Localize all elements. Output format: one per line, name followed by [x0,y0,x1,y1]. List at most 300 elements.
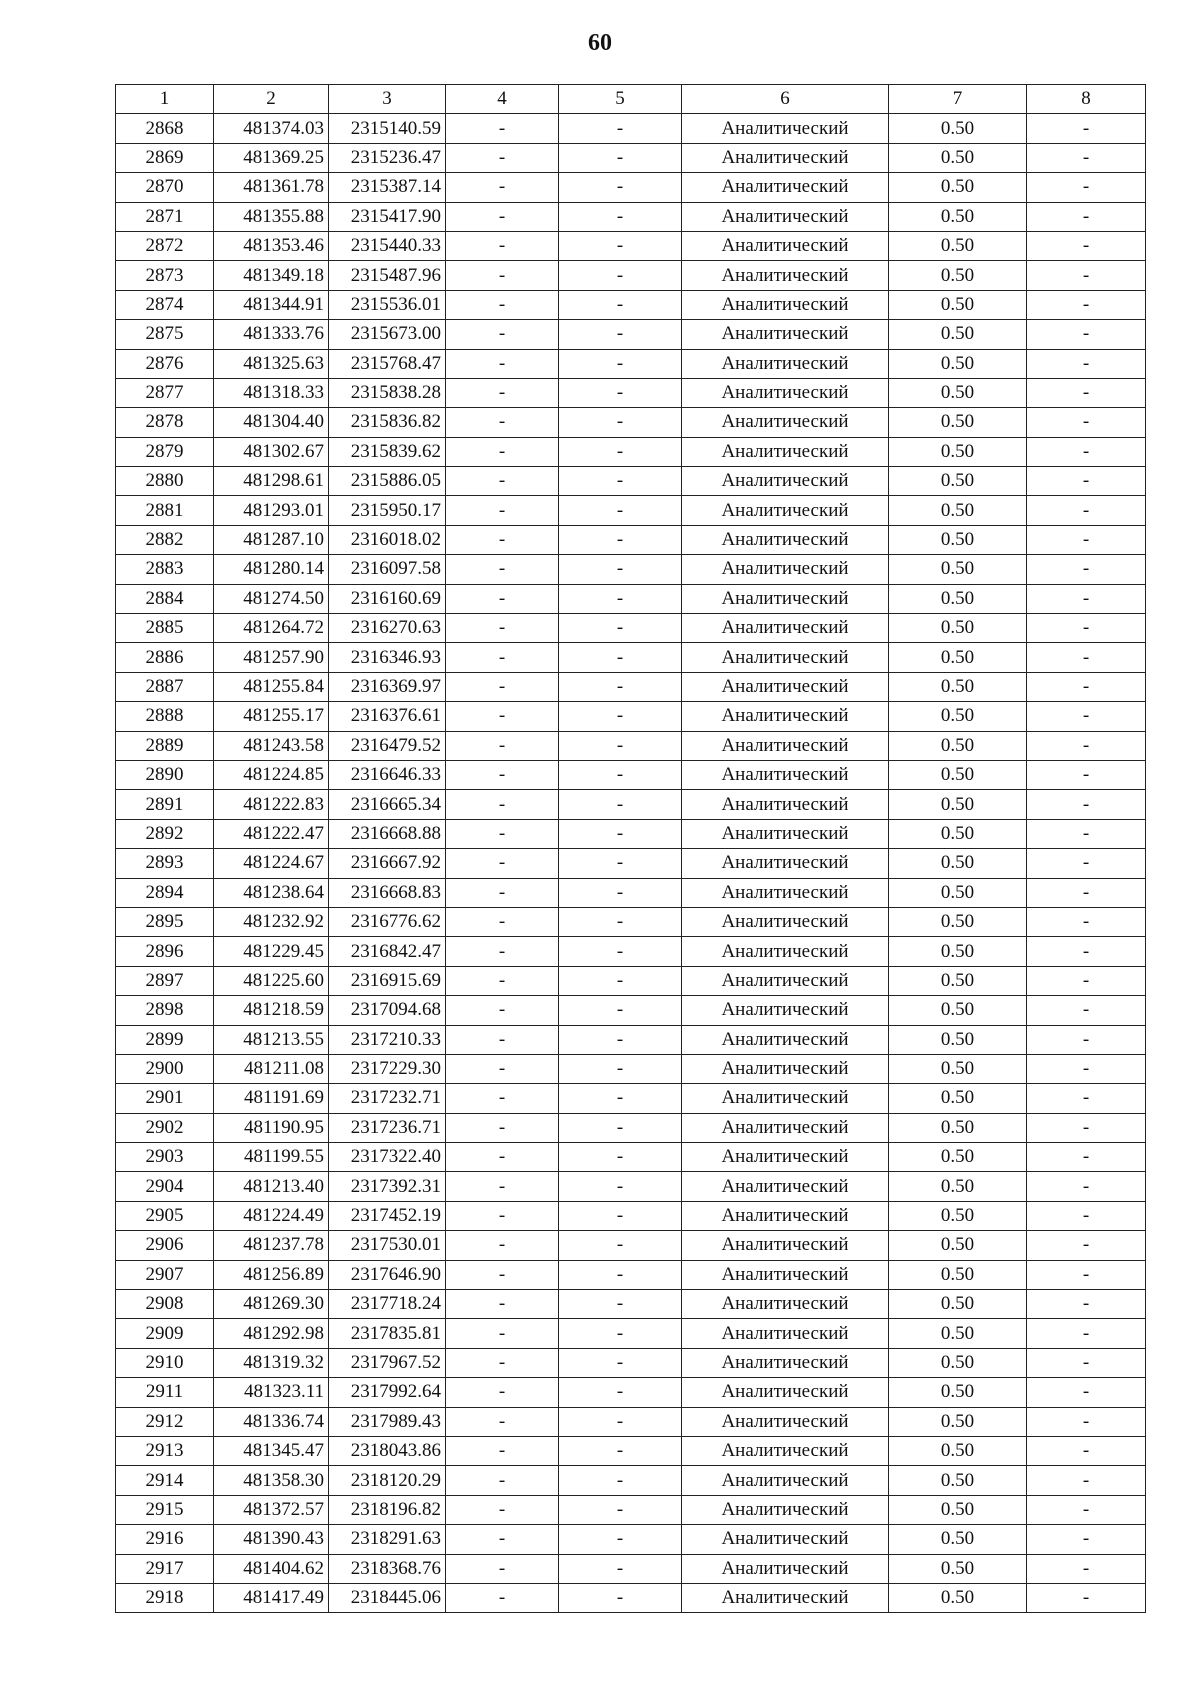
table-cell: 0.50 [889,1583,1027,1612]
table-cell: - [559,1466,682,1495]
table-cell: 2316915.69 [329,966,446,995]
table-cell: 481336.74 [214,1407,329,1436]
table-cell: - [559,1054,682,1083]
table-cell: 0.50 [889,996,1027,1025]
table-cell: 2899 [116,1025,214,1054]
table-cell: - [559,261,682,290]
table-cell: - [559,467,682,496]
table-row [116,114,1146,143]
table-cell: Аналитический [682,1054,889,1083]
table-cell: 0.50 [889,1143,1027,1172]
table-cell: - [1027,1466,1146,1495]
table-cell: 0.50 [889,114,1027,143]
table-cell: - [1027,1025,1146,1054]
column-header: 8 [1027,85,1146,114]
table-cell: 2317210.33 [329,1025,446,1054]
table-cell: 481191.69 [214,1084,329,1113]
header-row [116,85,1146,114]
table-cell: Аналитический [682,819,889,848]
table-cell: Аналитический [682,437,889,466]
table-cell: 2895 [116,907,214,936]
table-row [116,1348,1146,1377]
table-cell: 481325.63 [214,349,329,378]
table-cell: - [559,1495,682,1524]
table-cell: - [1027,496,1146,525]
table-cell: 481390.43 [214,1525,329,1554]
table-cell: 2890 [116,760,214,789]
table-cell: Аналитический [682,496,889,525]
table-cell: 2317452.19 [329,1201,446,1230]
table-cell: - [1027,467,1146,496]
table-cell: 481304.40 [214,408,329,437]
table-cell: 481243.58 [214,731,329,760]
table-cell: - [559,202,682,231]
table-cell: 2317392.31 [329,1172,446,1201]
table-cell: 0.50 [889,1348,1027,1377]
table-cell: 2904 [116,1172,214,1201]
table-cell: Аналитический [682,760,889,789]
table-cell: 0.50 [889,1495,1027,1524]
table-cell: 0.50 [889,1525,1027,1554]
table-header [116,85,1146,114]
table-cell: - [446,1525,559,1554]
table-cell: - [1027,1054,1146,1083]
table-cell: 2894 [116,878,214,907]
table-cell: 2318196.82 [329,1495,446,1524]
table-cell: Аналитический [682,614,889,643]
table-cell: Аналитический [682,996,889,1025]
table-cell: - [446,1378,559,1407]
table-cell: - [446,231,559,260]
table-cell: Аналитический [682,231,889,260]
table-cell: - [446,290,559,319]
table-cell: - [559,790,682,819]
table-cell: Аналитический [682,202,889,231]
table-cell: - [559,525,682,554]
table-cell: - [446,349,559,378]
table-cell: - [559,1583,682,1612]
table-cell: - [446,1143,559,1172]
table-cell: 2886 [116,643,214,672]
column-header: 4 [446,85,559,114]
table-cell: - [559,643,682,672]
table-cell: - [559,672,682,701]
table-cell: Аналитический [682,1231,889,1260]
table-cell: - [446,1583,559,1612]
table-cell: 2316667.92 [329,849,446,878]
table-cell: 2315838.28 [329,378,446,407]
table-cell: - [446,1054,559,1083]
table-cell: 0.50 [889,1260,1027,1289]
table-cell: 0.50 [889,202,1027,231]
table-cell: 0.50 [889,408,1027,437]
table-row [116,643,1146,672]
table-row [116,672,1146,701]
table-cell: - [446,1348,559,1377]
table-cell: 481369.25 [214,143,329,172]
table-row [116,702,1146,731]
table-cell: 2901 [116,1084,214,1113]
table-cell: 2900 [116,1054,214,1083]
table-cell: 0.50 [889,819,1027,848]
table-cell: 0.50 [889,261,1027,290]
table-cell: 2907 [116,1260,214,1289]
table-cell: - [446,819,559,848]
table-cell: 2871 [116,202,214,231]
table-cell: 2315836.82 [329,408,446,437]
table-cell: 2315487.96 [329,261,446,290]
table-cell: 2316776.62 [329,907,446,936]
table-cell: - [1027,790,1146,819]
table-cell: 2872 [116,231,214,260]
table-cell: - [1027,1290,1146,1319]
table-body [116,114,1146,1613]
table-cell: Аналитический [682,643,889,672]
table-cell: - [446,1113,559,1142]
table-cell: 2909 [116,1319,214,1348]
table-cell: - [559,996,682,1025]
table-cell: Аналитический [682,290,889,319]
table-cell: Аналитический [682,1201,889,1230]
table-cell: 0.50 [889,1466,1027,1495]
table-cell: - [559,878,682,907]
table-cell: - [1027,408,1146,437]
table-cell: 2315950.17 [329,496,446,525]
table-cell: Аналитический [682,849,889,878]
table-cell: 2912 [116,1407,214,1436]
table-cell: 2889 [116,731,214,760]
table-row [116,202,1146,231]
table-cell: - [446,790,559,819]
table-cell: 2316097.58 [329,555,446,584]
table-cell: 2317094.68 [329,996,446,1025]
table-cell: - [446,1201,559,1230]
table-cell: - [559,819,682,848]
table-cell: 0.50 [889,496,1027,525]
table-cell: - [1027,202,1146,231]
table-row [116,1495,1146,1524]
table-cell: - [559,349,682,378]
table-cell: 0.50 [889,1201,1027,1230]
table-cell: - [446,173,559,202]
table-cell: 0.50 [889,1407,1027,1436]
table-cell: - [446,1172,559,1201]
table-cell: - [559,114,682,143]
table-cell: - [1027,1113,1146,1142]
table-cell: - [559,1348,682,1377]
table-cell: - [559,1290,682,1319]
table-cell: - [446,1436,559,1465]
table-cell: Аналитический [682,1407,889,1436]
table-cell: 2317236.71 [329,1113,446,1142]
table-row [116,1231,1146,1260]
table-cell: - [1027,1378,1146,1407]
table-cell: 2317835.81 [329,1319,446,1348]
table-row [116,1466,1146,1495]
table-cell: - [559,1113,682,1142]
table-cell: - [446,1495,559,1524]
table-cell: 481255.17 [214,702,329,731]
table-cell: Аналитический [682,1319,889,1348]
table-row [116,1525,1146,1554]
table-cell: 481224.67 [214,849,329,878]
table-cell: - [1027,849,1146,878]
table-cell: 2880 [116,467,214,496]
table-cell: Аналитический [682,378,889,407]
table-cell: 0.50 [889,349,1027,378]
table-row [116,1172,1146,1201]
table-cell: 481323.11 [214,1378,329,1407]
table-cell: 2316842.47 [329,937,446,966]
table-cell: 481225.60 [214,966,329,995]
table-row [116,1201,1146,1230]
table-cell: - [559,1378,682,1407]
table-cell: 2317530.01 [329,1231,446,1260]
table-row [116,849,1146,878]
table-cell: - [559,966,682,995]
table-cell: - [1027,114,1146,143]
table-cell: - [446,378,559,407]
table-row [116,1143,1146,1172]
table-cell: - [1027,1084,1146,1113]
table-cell: 481199.55 [214,1143,329,1172]
table-cell: 0.50 [889,1054,1027,1083]
table-cell: 2316668.88 [329,819,446,848]
table-cell: - [1027,1495,1146,1524]
table-cell: - [1027,614,1146,643]
table-cell: 481222.47 [214,819,329,848]
table-cell: - [559,1201,682,1230]
table-cell: 2317718.24 [329,1290,446,1319]
table-cell: Аналитический [682,1583,889,1612]
table-row [116,143,1146,172]
table-cell: - [446,496,559,525]
table-cell: 481358.30 [214,1466,329,1495]
table-row [116,437,1146,466]
table-cell: 481298.61 [214,467,329,496]
table-cell: - [559,1407,682,1436]
table-cell: - [1027,1260,1146,1289]
table-cell: 0.50 [889,584,1027,613]
table-cell: 481333.76 [214,320,329,349]
table-row [116,525,1146,554]
table-cell: Аналитический [682,790,889,819]
table-cell: 2876 [116,349,214,378]
table-cell: 2917 [116,1554,214,1583]
table-cell: - [559,1231,682,1260]
table-cell: - [1027,555,1146,584]
table-cell: 2316665.34 [329,790,446,819]
table-row [116,790,1146,819]
table-cell: 2905 [116,1201,214,1230]
table-cell: - [559,1084,682,1113]
table-cell: - [559,731,682,760]
table-row [116,614,1146,643]
table-cell: 0.50 [889,1319,1027,1348]
table-cell: - [1027,1319,1146,1348]
table-cell: 0.50 [889,1231,1027,1260]
table-cell: 0.50 [889,555,1027,584]
table-cell: 481318.33 [214,378,329,407]
table-cell: - [446,320,559,349]
table-cell: 2879 [116,437,214,466]
table-cell: - [446,1407,559,1436]
table-cell: - [559,907,682,936]
table-cell: - [1027,1172,1146,1201]
table-cell: 481372.57 [214,1495,329,1524]
table-cell: - [559,290,682,319]
table-cell: - [559,702,682,731]
table-row [116,878,1146,907]
table-cell: Аналитический [682,525,889,554]
table-cell: 2318291.63 [329,1525,446,1554]
table-cell: 2910 [116,1348,214,1377]
column-header: 1 [116,85,214,114]
table-cell: 2315236.47 [329,143,446,172]
table-cell: - [1027,1436,1146,1465]
table-cell: - [1027,320,1146,349]
table-cell: - [446,261,559,290]
table-cell: 481232.92 [214,907,329,936]
table-cell: 0.50 [889,937,1027,966]
table-row [116,290,1146,319]
table-cell: - [559,1436,682,1465]
table-cell: Аналитический [682,672,889,701]
table-cell: - [446,1319,559,1348]
table-cell: - [559,378,682,407]
table-cell: - [1027,1348,1146,1377]
table-cell: 2911 [116,1378,214,1407]
table-cell: 481224.49 [214,1201,329,1230]
table-cell: 2893 [116,849,214,878]
table-cell: 2878 [116,408,214,437]
table-cell: 0.50 [889,907,1027,936]
table-cell: 481222.83 [214,790,329,819]
table-cell: - [1027,819,1146,848]
table-row [116,320,1146,349]
table-cell: 0.50 [889,467,1027,496]
table-cell: Аналитический [682,731,889,760]
table-cell: 481417.49 [214,1583,329,1612]
table-cell: Аналитический [682,1113,889,1142]
table-cell: Аналитический [682,320,889,349]
table-cell: 2315886.05 [329,467,446,496]
table-row [116,1260,1146,1289]
table-cell: 2887 [116,672,214,701]
table-cell: 481404.62 [214,1554,329,1583]
table-cell: - [446,907,559,936]
table-cell: 2908 [116,1290,214,1319]
table-cell: 2882 [116,525,214,554]
table-cell: - [559,173,682,202]
table-row [116,1084,1146,1113]
table-cell: - [1027,1554,1146,1583]
table-cell: 2903 [116,1143,214,1172]
table-cell: - [1027,261,1146,290]
table-cell: Аналитический [682,143,889,172]
table-cell: 0.50 [889,378,1027,407]
table-row [116,996,1146,1025]
table-row [116,378,1146,407]
table-cell: 481274.50 [214,584,329,613]
table-cell: Аналитический [682,261,889,290]
table-cell: 2316160.69 [329,584,446,613]
table-row [116,408,1146,437]
table-cell: - [446,996,559,1025]
table-cell: 0.50 [889,1025,1027,1054]
table-cell: - [559,760,682,789]
table-cell: 0.50 [889,760,1027,789]
column-header: 3 [329,85,446,114]
table-row [116,1319,1146,1348]
table-cell: 0.50 [889,731,1027,760]
table-cell: 0.50 [889,320,1027,349]
table-row [116,1025,1146,1054]
table-cell: - [446,525,559,554]
table-cell: - [446,1554,559,1583]
table-cell: 2317989.43 [329,1407,446,1436]
table-cell: Аналитический [682,907,889,936]
table-cell: 2317322.40 [329,1143,446,1172]
table-cell: 2316646.33 [329,760,446,789]
table-cell: 2906 [116,1231,214,1260]
table-cell: - [446,467,559,496]
table-cell: - [446,643,559,672]
table-cell: Аналитический [682,1260,889,1289]
table-cell: 2318368.76 [329,1554,446,1583]
table-cell: Аналитический [682,878,889,907]
table-cell: - [559,1025,682,1054]
table-row [116,966,1146,995]
table-cell: - [1027,143,1146,172]
table-cell: 2913 [116,1436,214,1465]
table-cell: Аналитический [682,408,889,437]
table-cell: 2318445.06 [329,1583,446,1612]
table-cell: Аналитический [682,1025,889,1054]
table-cell: 2874 [116,290,214,319]
table-cell: 2870 [116,173,214,202]
table-cell: 481374.03 [214,114,329,143]
table-cell: - [1027,1525,1146,1554]
table-cell: 2873 [116,261,214,290]
table-cell: - [1027,731,1146,760]
table-cell: 2316270.63 [329,614,446,643]
table-row [116,1290,1146,1319]
table-cell: 2315140.59 [329,114,446,143]
table-cell: - [446,760,559,789]
table-cell: 2316479.52 [329,731,446,760]
table-cell: 2315536.01 [329,290,446,319]
table-cell: 0.50 [889,143,1027,172]
table-cell: - [1027,1407,1146,1436]
table-cell: 481218.59 [214,996,329,1025]
table-cell: - [446,1466,559,1495]
table-cell: 481238.64 [214,878,329,907]
table-cell: Аналитический [682,966,889,995]
table-cell: 0.50 [889,1436,1027,1465]
table-row [116,349,1146,378]
table-cell: 2315440.33 [329,231,446,260]
table-cell: - [1027,907,1146,936]
table-cell: - [559,1260,682,1289]
table-cell: - [559,231,682,260]
table-cell: - [1027,702,1146,731]
table-cell: 0.50 [889,849,1027,878]
table-cell: 2316346.93 [329,643,446,672]
table-cell: - [559,408,682,437]
table-cell: - [446,672,559,701]
table-cell: 2898 [116,996,214,1025]
